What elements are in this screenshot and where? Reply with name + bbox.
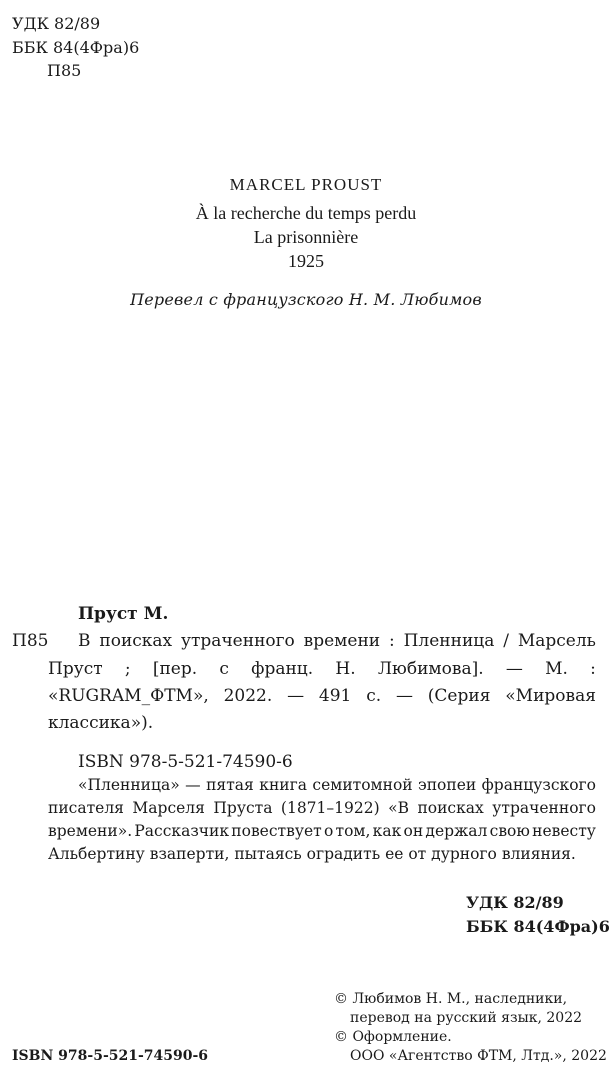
annotation-line-1 bbox=[78, 774, 596, 797]
bib-word: Пруст bbox=[48, 659, 103, 679]
bib-word: Н. bbox=[335, 659, 356, 679]
annotation-word: книга bbox=[259, 776, 307, 794]
annotation-word: том, bbox=[335, 822, 371, 840]
annotation-word: (1871–1922) bbox=[280, 799, 380, 817]
bib-word: — bbox=[505, 659, 523, 679]
bib-heading: Пруст М. bbox=[78, 604, 169, 624]
annotation-word: Рассказчик bbox=[134, 822, 230, 840]
annotation-word: невесту bbox=[532, 822, 596, 840]
copyright-translation-detail: перевод на русский язык, 2022 bbox=[350, 1010, 583, 1026]
bib-line-4: классика»). bbox=[48, 713, 154, 733]
original-work-title: À la recherche du temps perdu bbox=[195, 203, 417, 223]
original-volume-title: La prisonnière bbox=[253, 227, 359, 247]
annotation-word: Пруста bbox=[213, 799, 273, 817]
annotation-word: пятая bbox=[206, 776, 254, 794]
annotation-word: Марселя bbox=[132, 799, 205, 817]
annotation-word: держал bbox=[425, 822, 488, 840]
annotation-word: свою bbox=[489, 822, 530, 840]
author-mark-top: П85 bbox=[47, 61, 82, 80]
bib-word: 491 bbox=[318, 686, 352, 706]
bib-word: : bbox=[590, 659, 596, 679]
bib-word: / bbox=[503, 631, 509, 651]
bib-word: В bbox=[78, 631, 91, 651]
bib-word: (Серия bbox=[427, 686, 491, 706]
bib-word: с. bbox=[366, 686, 382, 706]
bib-word: Пленница bbox=[403, 631, 495, 651]
copyright-translation: © Любимов Н. М., наследники, bbox=[334, 991, 568, 1007]
annotation-word: эпопеи bbox=[418, 776, 477, 794]
annotation-word: поисках bbox=[417, 799, 484, 817]
annotation-word: семитомной bbox=[312, 776, 413, 794]
udk-bottom: УДК 82/89 bbox=[466, 893, 564, 912]
bib-word: [пер. bbox=[152, 659, 198, 679]
annotation-word: утраченного bbox=[492, 799, 596, 817]
bib-word: «Мировая bbox=[505, 686, 596, 706]
bib-word: франц. bbox=[251, 659, 314, 679]
annotation-word: он bbox=[403, 822, 424, 840]
bib-word: Марсель bbox=[517, 631, 596, 651]
annotation-word: о bbox=[323, 822, 334, 840]
bib-word: Любимова]. bbox=[377, 659, 484, 679]
bib-line-1 bbox=[78, 628, 596, 655]
annotation-word: французского bbox=[481, 776, 596, 794]
bbk-top: ББК 84(4Фра)6 bbox=[12, 38, 140, 57]
annotation-word: времени». bbox=[48, 822, 133, 840]
bib-word: : bbox=[389, 631, 395, 651]
bib-isbn: ISBN 978-5-521-74590-6 bbox=[78, 752, 293, 772]
bib-word: с bbox=[219, 659, 229, 679]
annotation-word: «В bbox=[388, 799, 409, 817]
annotation-line-4: Альбертину взаперти, пытаясь оградить ее от дурного влияния. bbox=[48, 845, 576, 863]
udk-top: УДК 82/89 bbox=[12, 14, 101, 33]
original-year: 1925 bbox=[288, 251, 324, 271]
bib-author-mark: П85 bbox=[12, 631, 49, 651]
bib-word: «RUGRAM_ФТМ», bbox=[48, 686, 209, 706]
annotation-word: писателя bbox=[48, 799, 124, 817]
copyright-design: © Оформление. bbox=[334, 1029, 452, 1045]
bib-word: М. bbox=[545, 659, 568, 679]
annotation-word: как bbox=[372, 822, 402, 840]
bib-word: — bbox=[287, 686, 305, 706]
bib-word: времени bbox=[303, 631, 381, 651]
copyright-publisher: ООО «Агентство ФТМ, Лтд.», 2022 bbox=[350, 1048, 607, 1064]
translator-credit: Перевел с французского Н. М. Любимов bbox=[130, 290, 482, 309]
isbn-bottom: ISBN 978-5-521-74590-6 bbox=[12, 1048, 209, 1064]
bib-word: поисках bbox=[99, 631, 173, 651]
annotation-line-3 bbox=[48, 820, 596, 843]
annotation-line-2 bbox=[48, 797, 596, 820]
bib-word: 2022. bbox=[223, 686, 273, 706]
bib-word: ; bbox=[124, 659, 131, 679]
bib-line-2 bbox=[48, 656, 596, 683]
original-author: MARCEL PROUST bbox=[229, 175, 383, 194]
annotation-word: «Пленница» bbox=[78, 776, 180, 794]
bib-line-3 bbox=[48, 683, 596, 710]
annotation-word: повествует bbox=[231, 822, 322, 840]
bib-word: утраченного bbox=[181, 631, 295, 651]
bbk-bottom: ББК 84(4Фра)6 bbox=[466, 917, 610, 936]
bib-word: — bbox=[395, 686, 413, 706]
annotation-word: — bbox=[185, 776, 201, 794]
